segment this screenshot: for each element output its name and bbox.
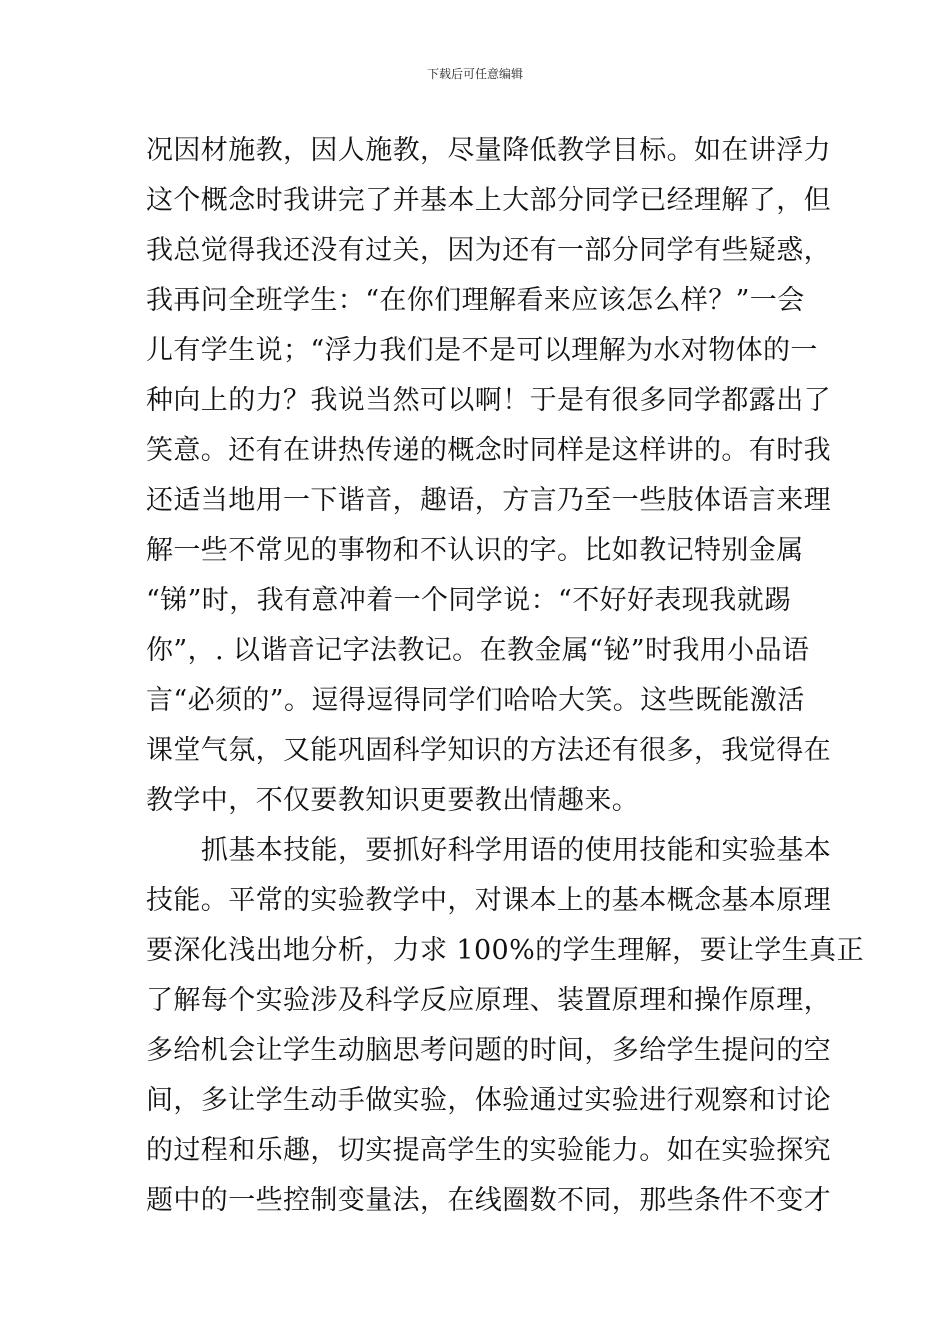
text-line: 我总觉得我还没有过关，因为还有一部分同学有些疑惑， [146, 235, 831, 266]
text-line: 多给机会让学生动脑思考问题的时间，多给学生提问的空 [146, 1035, 831, 1066]
text-line: 了解每个实验涉及科学反应原理、装置原理和操作原理， [146, 985, 831, 1016]
text-line: 种向上的力？我说当然可以啊！于是有很多同学都露出了 [146, 385, 831, 416]
document-body [146, 126, 864, 1226]
paragraph [146, 126, 831, 826]
text-line: 教学中，不仅要教知识更要教出情趣来。 [146, 785, 640, 816]
text-line: 要深化浅出地分析，力求 100%的学生理解，要让学生真正 [146, 935, 864, 966]
text-line: 儿有学生说；“浮力我们是不是可以理解为水对物体的一 [146, 335, 818, 366]
text-line: 你”，. 以谐音记字法教记。在教金属“铋”时我用小品语 [146, 635, 810, 666]
text-line: 间，多让学生动手做实验，体验通过实验进行观察和讨论 [146, 1085, 831, 1116]
text-line: 解一些不常见的事物和不认识的字。比如教记特别金属 [146, 535, 804, 566]
text-line: 还适当地用一下谐音，趣语，方言乃至一些肢体语言来理 [146, 485, 831, 516]
text-line: 课堂气氛，又能巩固科学知识的方法还有很多，我觉得在 [146, 735, 831, 766]
text-line: 笑意。还有在讲热传递的概念时同样是这样讲的。有时我 [146, 435, 831, 466]
text-line: 言“必须的”。逗得逗得同学们哈哈大笑。这些既能激活 [146, 685, 805, 716]
text-line: 况因材施教，因人施教，尽量降低教学目标。如在讲浮力 [146, 135, 831, 166]
text-line: 题中的一些控制变量法，在线圈数不同，那些条件不变才 [146, 1185, 831, 1216]
text-line: “锑”时，我有意冲着一个同学说：“不好好表现我就踢 [146, 585, 792, 616]
paragraph [146, 826, 864, 1226]
text-line: 技能。平常的实验教学中，对课本上的基本概念基本原理 [146, 885, 831, 916]
page-header: 下载后可任意编辑 [426, 67, 523, 81]
text-line: 的过程和乐趣，切实提高学生的实验能力。如在实验探究 [146, 1135, 831, 1166]
text-line: 抓基本技能，要抓好科学用语的使用技能和实验基本 [201, 835, 832, 866]
text-line: 我再问全班学生：“在你们理解看来应该怎么样？”一会 [146, 285, 805, 316]
text-line: 这个概念时我讲完了并基本上大部分同学已经理解了，但 [146, 185, 831, 216]
